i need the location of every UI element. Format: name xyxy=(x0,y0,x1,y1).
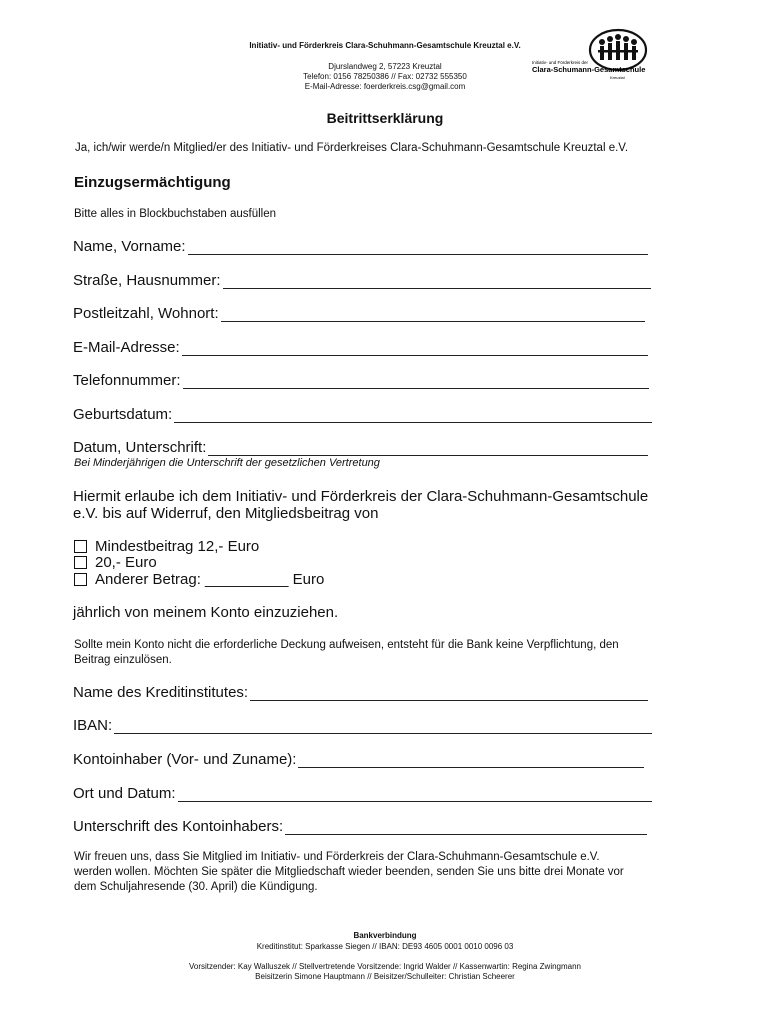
institute-field[interactable] xyxy=(73,684,648,701)
closing-line-1: Wir freuen uns, dass Sie Mitglied im Initiativ- und Förderkreis der Clara-Schuhmann-Gesamtschule e.V. xyxy=(74,851,600,863)
phone-field[interactable] xyxy=(73,372,649,389)
postal-line[interactable] xyxy=(221,307,645,322)
iban-line[interactable] xyxy=(114,719,652,734)
bank-heading: Bankverbindung xyxy=(353,931,417,940)
place-date-field[interactable] xyxy=(73,785,652,802)
instruction-text: Bitte alles in Blockbuchstaben ausfüllen xyxy=(74,208,277,220)
authorization-line-1: Hiermit erlaube ich dem Initiativ- und Förderkreis der Clara-Schuhmann-Gesamtschule xyxy=(73,488,649,505)
name-field[interactable] xyxy=(73,238,648,255)
signature-field[interactable] xyxy=(73,818,647,835)
authorization-line-2: e.V. bis auf Widerruf, den Mitgliedsbeitrag von xyxy=(73,505,379,522)
option-minimum-label: Mindestbeitrag 12,- Euro xyxy=(95,538,260,555)
org-name: Initiativ- und Förderkreis Clara-Schuhmann-Gesamtschule Kreuztal e.V. xyxy=(249,41,521,50)
bank-details: Kreditinstitut: Sparkasse Siegen // IBAN: DE93 4605 0001 0010 0096 03 xyxy=(256,942,514,951)
institute-label: Name des Kreditinstitutes: xyxy=(73,684,249,701)
checkbox-other[interactable] xyxy=(74,573,87,586)
school-logo-icon xyxy=(530,28,650,84)
name-label: Name, Vorname: xyxy=(73,238,186,255)
street-line[interactable] xyxy=(223,274,651,289)
minor-note: Bei Minderjährigen die Unterschrift der gesetzlichen Vertretung xyxy=(74,457,380,469)
institute-line[interactable] xyxy=(250,686,648,701)
street-field[interactable] xyxy=(73,272,651,289)
birth-line[interactable] xyxy=(174,408,652,423)
checkbox-20[interactable] xyxy=(74,556,87,569)
yearly-text: jährlich von meinem Konto einzuziehen. xyxy=(73,604,339,621)
org-phone-fax: Telefon: 0156 78250386 // Fax: 02732 555350 xyxy=(303,72,467,81)
signature-label: Unterschrift des Kontoinhabers: xyxy=(73,818,284,835)
closing-line-2: werden wollen. Möchten Sie später die Mitgliedschaft wieder beenden, senden Sie uns bitte drei Monate vor xyxy=(74,866,624,878)
logo-main-text: Clara-Schumann-Gesamtschule xyxy=(532,65,646,74)
coverage-line-1: Sollte mein Konto nicht die erforderliche Deckung aufweisen, entsteht für die Bank keine Verpflichtung, den xyxy=(74,639,619,651)
logo-small-text: Initiativ- und Förderkreis der xyxy=(532,60,589,65)
signature-line[interactable] xyxy=(285,820,647,835)
place-date-line[interactable] xyxy=(178,787,652,802)
section-heading: Einzugsermächtigung xyxy=(74,174,231,191)
board-line-2: Beisitzerin Simone Hauptmann // Beisitzer/Schulleiter: Christian Scheerer xyxy=(255,972,515,981)
board-line-1: Vorsitzender: Kay Walluszek // Stellvertretende Vorsitzende: Ingrid Walder // Kassenwartin: Regina Zwingmann xyxy=(188,962,582,971)
email-line[interactable] xyxy=(182,341,648,356)
birth-label: Geburtsdatum: xyxy=(73,406,173,423)
org-email: E-Mail-Adresse: foerderkreis.csg@gmail.com xyxy=(304,82,466,91)
place-date-label: Ort und Datum: xyxy=(73,785,176,802)
option-20-label: 20,- Euro xyxy=(95,554,157,571)
iban-field[interactable] xyxy=(73,717,652,734)
phone-label: Telefonnummer: xyxy=(73,372,181,389)
postal-field[interactable] xyxy=(73,305,645,322)
email-field[interactable] xyxy=(73,339,648,356)
checkbox-minimum[interactable] xyxy=(74,540,87,553)
coverage-line-2: Beitrag einzulösen. xyxy=(74,654,172,666)
option-minimum[interactable] xyxy=(74,538,259,555)
date-sign-line[interactable] xyxy=(208,441,648,456)
option-20[interactable] xyxy=(74,554,157,571)
phone-line[interactable] xyxy=(183,374,649,389)
org-address: Djurslandweg 2, 57223 Kreuztal xyxy=(328,62,442,71)
school-logo xyxy=(530,28,650,84)
holder-line[interactable] xyxy=(298,753,644,768)
birth-field[interactable] xyxy=(73,406,652,423)
page-title: Beitrittserklärung xyxy=(326,110,444,126)
option-other-label: Anderer Betrag: __________ Euro xyxy=(95,571,325,588)
date-sign-field[interactable] xyxy=(73,439,648,456)
holder-field[interactable] xyxy=(73,751,644,768)
logo-city-text: Kreuztal xyxy=(610,75,625,80)
holder-label: Kontoinhaber (Vor- und Zuname): xyxy=(73,751,297,768)
name-line[interactable] xyxy=(188,240,648,255)
closing-line-3: dem Schuljahresende (30. April) die Kündigung. xyxy=(74,881,318,893)
iban-label: IBAN: xyxy=(73,717,113,734)
date-sign-label: Datum, Unterschrift: xyxy=(73,439,207,456)
intro-text: Ja, ich/wir werde/n Mitglied/er des Initiativ- und Förderkreises Clara-Schuhmann-Gesamtschule Kreuztal e.V. xyxy=(75,142,629,154)
email-label: E-Mail-Adresse: xyxy=(73,339,180,356)
option-other[interactable] xyxy=(74,571,324,588)
street-label: Straße, Hausnummer: xyxy=(73,272,221,289)
postal-label: Postleitzahl, Wohnort: xyxy=(73,305,219,322)
